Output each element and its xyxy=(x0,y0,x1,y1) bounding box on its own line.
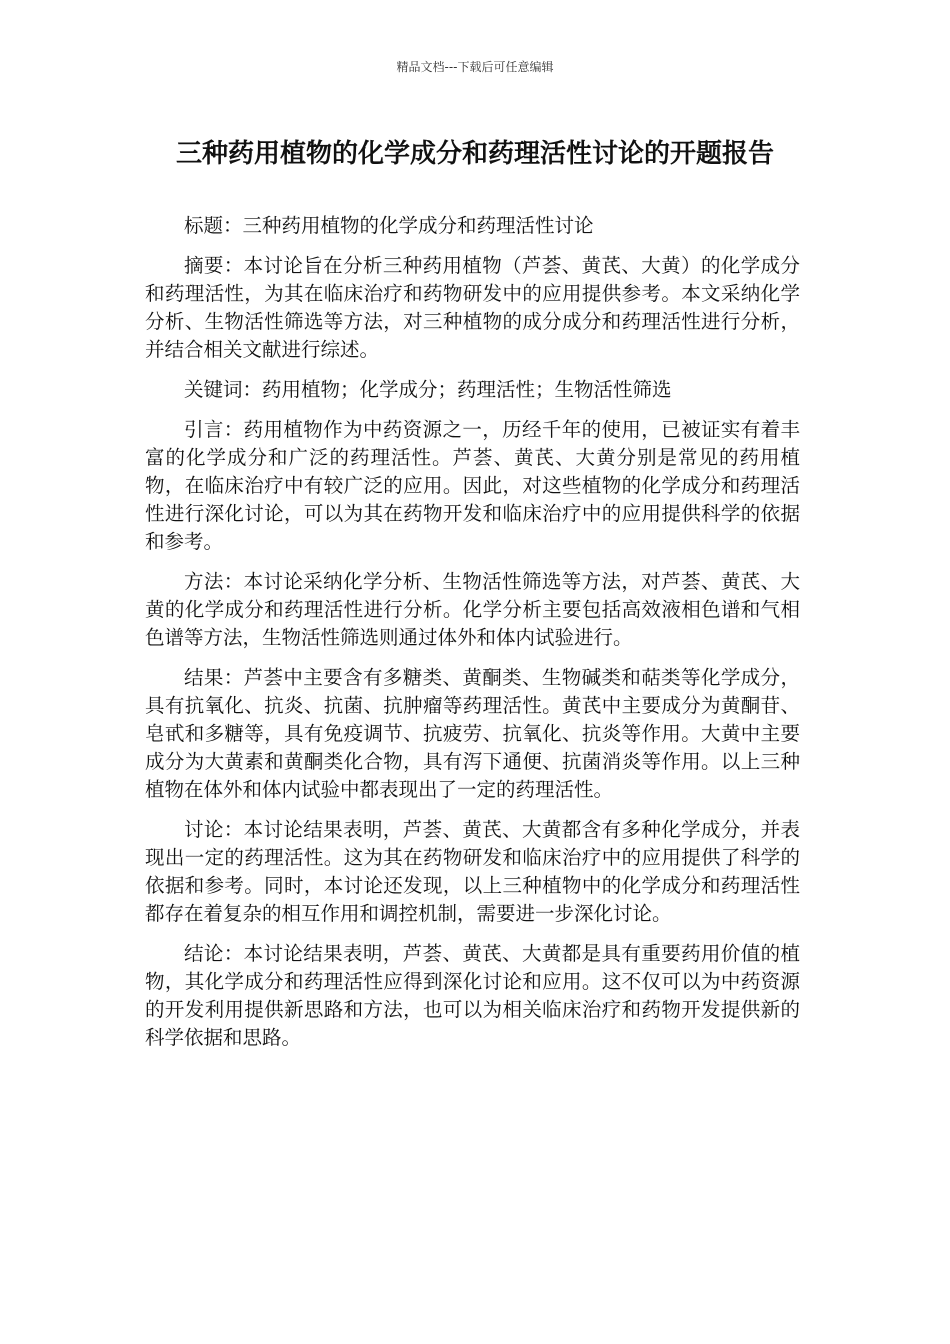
section-methods-paragraph xyxy=(145,568,800,652)
section-results-paragraph xyxy=(145,664,800,804)
section-label: 引言： xyxy=(184,418,244,441)
section-label: 讨论： xyxy=(184,818,244,841)
section-label: 结果： xyxy=(184,666,244,689)
section-text: 芦荟中主要含有多糖类、黄酮类、生物碱类和萜类等化学成分，具有抗氧化、抗炎、抗菌、抗肿瘤等药理活性。黄芪中主要成分为黄酮苷、皂甙和多糖等，具有免疫调节、抗疲劳、抗氧化、抗炎等作用。大黄中主要成分为大黄素和黄酮类化合物，具有泻下通便、抗菌消炎等作用。以上三种植物在体外和体内试验中都表现出了一定的药理活性。 xyxy=(145,666,800,801)
section-label: 摘要： xyxy=(184,254,244,277)
document-title: 三种药用植物的化学成分和药理活性讨论的开题报告 xyxy=(175,139,774,169)
header-note: 精品文档---下载后可任意编辑 xyxy=(396,60,554,74)
section-abstract-paragraph xyxy=(145,252,800,364)
section-discussion-paragraph xyxy=(145,816,800,928)
section-label: 标题： xyxy=(184,214,243,237)
section-text: 药用植物；化学成分；药理活性；生物活性筛选 xyxy=(262,378,672,401)
section-keywords-paragraph xyxy=(145,376,800,404)
section-text: 本讨论结果表明，芦荟、黄芪、大黄都是具有重要药用价值的植物，其化学成分和药理活性应得到深化讨论和应用。这不仅可以为中药资源的开发利用提供新思路和方法，也可以为相关临床治疗和药物开发提供新的科学依据和思路。 xyxy=(145,942,800,1049)
section-text: 三种药用植物的化学成分和药理活性讨论 xyxy=(242,214,594,237)
section-label: 关键词： xyxy=(184,378,263,401)
section-introduction-paragraph xyxy=(145,416,800,556)
section-text: 药用植物作为中药资源之一，历经千年的使用，已被证实有着丰富的化学成分和广泛的药理活性。芦荟、黄芪、大黄分别是常见的药用植物，在临床治疗中有较广泛的应用。因此，对这些植物的化学成分和药理活性进行深化讨论，可以为其在药物开发和临床治疗中的应用提供科学的依据和参考。 xyxy=(145,418,800,553)
section-label: 结论： xyxy=(184,942,244,965)
section-title-paragraph xyxy=(145,212,800,240)
section-conclusion-paragraph xyxy=(145,940,800,1052)
section-text: 本讨论旨在分析三种药用植物（芦荟、黄芪、大黄）的化学成分和药理活性，为其在临床治疗和药物研发中的应用提供参考。本文采纳化学分析、生物活性筛选等方法，对三种植物的成分成分和药理活性进行分析，并结合相关文献进行综述。 xyxy=(145,254,800,361)
document-body xyxy=(145,212,800,1064)
section-label: 方法： xyxy=(184,570,244,593)
section-text: 本讨论采纳化学分析、生物活性筛选等方法，对芦荟、黄芪、大黄的化学成分和药理活性进行分析。化学分析主要包括高效液相色谱和气相色谱等方法，生物活性筛选则通过体外和体内试验进行。 xyxy=(145,570,800,649)
section-text: 本讨论结果表明，芦荟、黄芪、大黄都含有多种化学成分，并表现出一定的药理活性。这为其在药物研发和临床治疗中的应用提供了科学的依据和参考。同时，本讨论还发现，以上三种植物中的化学成分和药理活性都存在着复杂的相互作用和调控机制，需要进一步深化讨论。 xyxy=(145,818,800,925)
